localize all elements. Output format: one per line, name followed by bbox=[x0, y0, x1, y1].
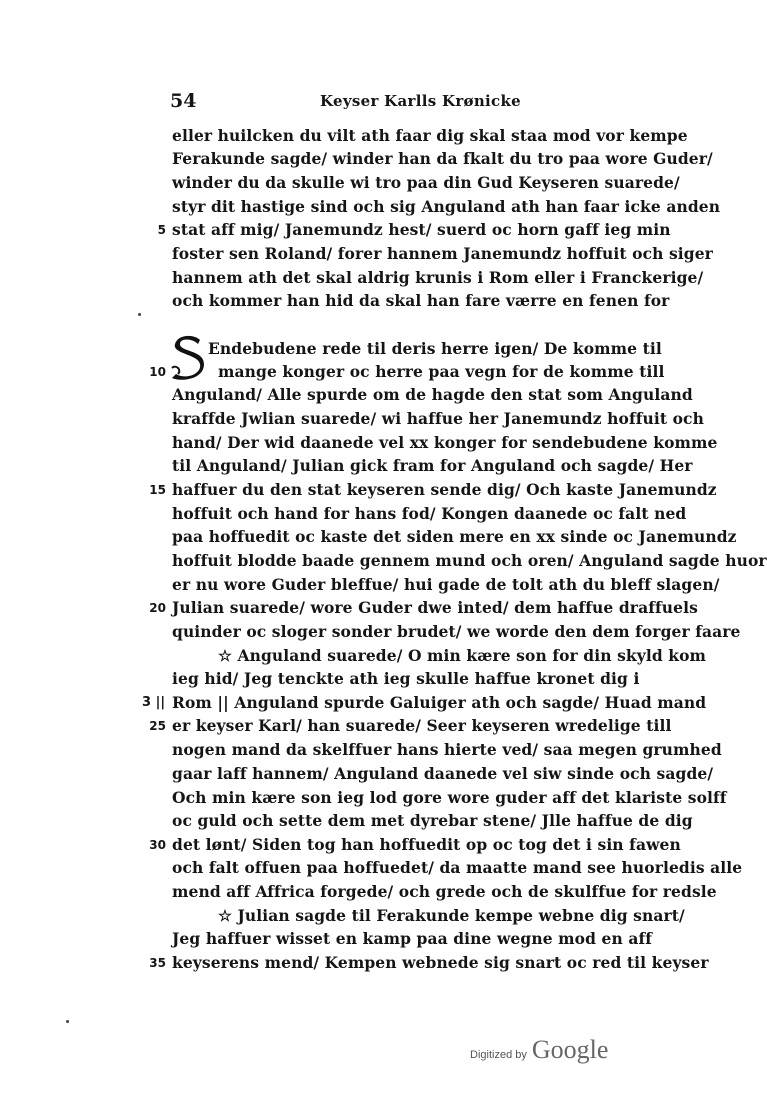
text-line-7: hannem ath det skal aldrig krunis i Rom eller i Franckerige/ bbox=[172, 268, 704, 287]
text-line-5: stat aff mig/ Janemundz hest/ suerd oc horn gaff ieg min bbox=[172, 220, 671, 239]
text-line-29: oc guld och sette dem met dyrebar stene/ Jlle haffue de dig bbox=[172, 811, 693, 830]
text-line-19: er nu wore Guder bleffue/ hui gade de tolt ath du bleff slagen/ bbox=[172, 575, 720, 594]
text-line-33: ☆ Julian sagde til Ferakunde kempe webne dig snart/ bbox=[218, 906, 685, 925]
text-line-28: Och min kære son ieg lod gore wore guder aff det klariste solff bbox=[172, 788, 727, 807]
line-number-35: 35 bbox=[149, 956, 166, 970]
text-line-31: och falt offuen paa hoffuedet/ da maatte mand see huorledis alle bbox=[172, 858, 743, 877]
line-number-10: 10 bbox=[149, 365, 166, 379]
line-number-25: 25 bbox=[149, 719, 166, 733]
text-line-21: quinder oc sloger sonder brudet/ we worde den dem forger faare bbox=[172, 622, 741, 641]
text-line-10: mange konger oc herre paa vegn for de komme till bbox=[218, 362, 665, 381]
text-line-22: ☆ Anguland suarede/ O min kære son for din skyld kom bbox=[218, 646, 707, 665]
google-logo-text: Google bbox=[531, 1035, 609, 1064]
text-line-9: Endebudene rede til deris herre igen/ De komme til bbox=[208, 339, 662, 358]
text-line-27: gaar laff hannem/ Anguland daanede vel siw sinde och sagde/ bbox=[172, 764, 714, 783]
text-line-35: keyserens mend/ Kempen webnede sig snart oc red til keyser bbox=[172, 953, 709, 972]
text-line-11: Anguland/ Alle spurde om de hagde den stat som Anguland bbox=[172, 385, 693, 404]
text-line-17: paa hoffuedit oc kaste det siden mere en xx sinde oc Janemundz bbox=[172, 527, 737, 546]
text-line-32: mend aff Affrica forgede/ och grede och de skulffue for redsle bbox=[172, 882, 717, 901]
line-number-15: 15 bbox=[149, 483, 166, 497]
text-line-26: nogen mand da skelffuer hans hierte ved/ saa megen grumhed bbox=[172, 740, 722, 759]
line-number-5: 5 bbox=[157, 223, 166, 237]
text-line-13: hand/ Der wid daanede vel xx konger for sendebudene komme bbox=[172, 433, 718, 452]
margin-page-mark: 3 || bbox=[142, 695, 166, 710]
text-line-1: eller huilcken du vilt ath faar dig skal staa mod vor kempe bbox=[172, 126, 688, 145]
decorated-initial-s-icon bbox=[170, 334, 206, 380]
text-line-4: styr dit hastige sind och sig Anguland ath han faar icke anden bbox=[172, 197, 721, 216]
stray-dot-mark bbox=[66, 1020, 69, 1023]
text-line-20: Julian suarede/ wore Guder dwe inted/ dem haffue draffuels bbox=[172, 598, 698, 617]
text-line-6: foster sen Roland/ forer hannem Janemundz hoffuit och siger bbox=[172, 244, 713, 263]
text-line-3: winder du da skulle wi tro paa din Gud Keyseren suarede/ bbox=[172, 173, 680, 192]
running-title: Keyser Karlls Krønicke bbox=[320, 92, 522, 110]
text-line-15: haffuer du den stat keyseren sende dig/ Och kaste Janemundz bbox=[172, 480, 717, 499]
page-number: 54 bbox=[170, 90, 197, 112]
text-line-8: och kommer han hid da skal han fare værre en fenen for bbox=[172, 291, 670, 310]
page-header bbox=[170, 90, 640, 116]
digitized-by-footer bbox=[470, 1035, 640, 1063]
text-line-12: kraffde Jwlian suarede/ wi haffue her Janemundz hoffuit och bbox=[172, 409, 704, 428]
digitized-by-label: Digitized by bbox=[470, 1049, 527, 1061]
stray-dot-mark bbox=[138, 313, 141, 316]
text-line-16: hoffuit och hand for hans fod/ Kongen daanede oc falt ned bbox=[172, 504, 687, 523]
text-line-18: hoffuit blodde baade gennem mund och oren/ Anguland sagde huor bbox=[172, 551, 767, 570]
line-number-20: 20 bbox=[149, 601, 166, 615]
text-line-34: Jeg haffuer wisset en kamp paa dine wegne mod en aff bbox=[172, 929, 653, 948]
text-line-23: ieg hid/ Jeg tenckte ath ieg skulle haffue kronet dig i bbox=[172, 669, 640, 688]
line-number-30: 30 bbox=[149, 838, 166, 852]
text-line-30: det lønt/ Siden tog han hoffuedit op oc tog det i sin fawen bbox=[172, 835, 681, 854]
text-line-14: til Anguland/ Julian gick fram for Anguland och sagde/ Her bbox=[172, 456, 693, 475]
text-line-25: er keyser Karl/ han suarede/ Seer keyseren wredelige till bbox=[172, 716, 672, 735]
text-line-2: Ferakunde sagde/ winder han da fkalt du tro paa wore Guder/ bbox=[172, 149, 713, 168]
text-line-24: Rom || Anguland spurde Galuiger ath och sagde/ Huad mand bbox=[172, 693, 707, 712]
